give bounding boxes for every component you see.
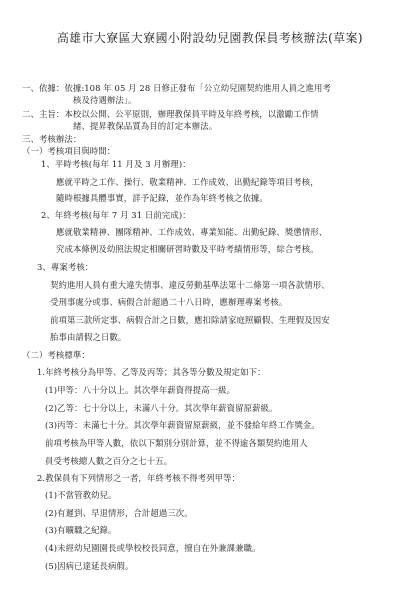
text-line: 一、依據：依據:108 年 05 月 28 日修正發布「公立幼兒園契約進用人員之進用考 [22, 83, 331, 93]
text-line: 隨時根據具體事實，詳予記錄，並作為年終考核之依據。 [56, 193, 268, 203]
text-line: 2、年終考核(每年 7 月 31 日前完成)： [41, 210, 191, 220]
text-line: 緒、提昇教保品質為目的訂定本辦法。 [73, 121, 218, 131]
text-line: 二、主旨：本校以公開、公平原則，辦理教保員平時及年終考核，以激勵工作情 [22, 109, 319, 119]
text-line: 核及待遇辦法」。 [73, 95, 137, 105]
text-line: (3)有曠職之紀錄。 [45, 525, 117, 535]
text-line: (5)因病已達延長病假。 [45, 561, 134, 571]
text-line: （二）考核標準： [22, 350, 90, 360]
text-line: 前項考核為甲等人數，依以下類別分別計算，並不得逾各類契約進用人 [45, 438, 308, 448]
text-line: 應就平時之工作、操行、敬業精神、工作成效、出勤紀錄等項目考核， [56, 177, 319, 187]
text-line: 究成本條例及幼照法規定相關研習時數及平時考績情形等，綜合考核。 [56, 244, 319, 254]
text-line: 3、專案考核： [37, 262, 94, 272]
document-title: 高雄市大寮區大寮國小附設幼兒園教保員考核辦法(草案) [56, 31, 364, 45]
text-line: 員受考核總人數之百分之七十五。 [45, 456, 173, 466]
text-line: 1.年終考核分為甲等、乙等及丙等；其各等分數及規定如下： [37, 367, 266, 377]
text-line: (4)未經幼兒園園長或學校校長同意，擅自在外兼課兼職。 [45, 543, 261, 553]
text-line: (1)甲等：八十分以上。其次學年薪資得提高一級。 [45, 385, 236, 395]
text-line: (3)丙等：未滿七十分。其次學年薪資留原薪級，並不發給年終工作獎金。 [45, 420, 320, 430]
text-line: 應就敬業精神、團隊精神、工作成效、專業知能、出勤紀錄、獎懲情形、 [56, 227, 328, 237]
text-line: 前項第三款所定事、病假合計之日數，應扣除請家庭照顧假、生理假及因安 [50, 315, 330, 325]
text-line: 胎事由請假之日數。 [50, 332, 127, 342]
text-line: 三、考核辦法： [22, 134, 82, 144]
text-line: (1)不當管教幼兒。 [45, 490, 117, 500]
text-line: 2.教保員有下列情形之一者，年終考核不得考列甲等： [37, 473, 241, 483]
text-line: 1、平時考核(每年 11 月及 3 月辦理)： [41, 159, 191, 169]
text-line: (2)有遲到、早退情形，合計超過三次。 [45, 508, 193, 518]
text-line: 受刑事處分或事、病假合計超過二十八日時，應辦理專案考核。 [50, 297, 288, 307]
text-line: 契約進用人員有重大違失情事、違反勞動基準法第十二條第一項各款情形、 [50, 280, 330, 290]
text-line: （一）考核項目與時間： [22, 146, 116, 156]
text-line: (2)乙等：七十分以上，未滿八十分。其次學年薪資留原薪級。 [45, 403, 278, 413]
